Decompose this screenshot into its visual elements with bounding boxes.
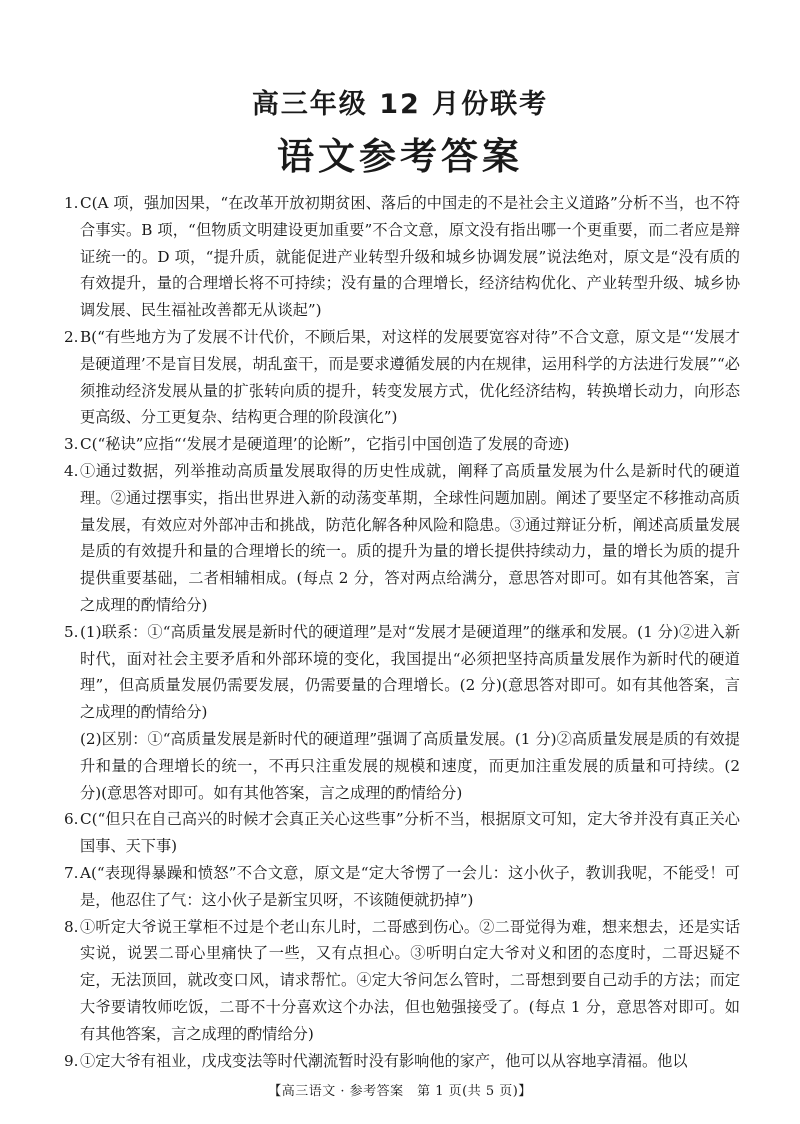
answer-item-4 (64, 458, 740, 619)
answer-number: 2. (64, 327, 79, 346)
answer-number: 5. (64, 622, 79, 641)
answer-text: B(“有些地方为了发展不计代价，不顾后果，对这样的发展要宽容对待”不合文意，原文是“‘发展才是硬道理’不是盲目发展，胡乱蛮干，而是要求遵循发展的内在规律，运用科学的方法进行发展”“必须推动经济发展从量的扩张转向质的提升，转变发展方式，优化经济结构，转换增长动力，向形态更高级、分工更复杂、结构更合理的阶段演化”) (80, 327, 740, 427)
answer-text: ①听定大爷说王掌柜不过是个老山东儿时，二哥感到伤心。②二哥觉得为难，想来想去，还是实话实说，说罢二哥心里痛快了一些，又有点担心。③听明白定大爷对义和团的态度时，二哥迟疑不定，无法顶回，就改变口风，请求帮忙。④定大爷问怎么管时，二哥想到要自己动手的方法；而定大爷要请牧师吃饭，二哥不十分喜欢这个办法，但也勉强接受了。(每点 1 分，意思答对即可。如有其他答案，言之成理的酌情给分) (80, 917, 740, 1043)
page-footer: 【高三语文 · 参考答案 第 1 页(共 5 页)】 (268, 1084, 532, 1099)
answer-text: ①定大爷有祖业，戊戌变法等时代潮流暂时没有影响他的家产，他可以从容地享清福。他以 (80, 1051, 688, 1070)
answer-number: 3. (64, 435, 79, 454)
answer-item-5 (64, 619, 740, 807)
answer-number: 8. (64, 917, 79, 936)
answer-number: 4. (64, 461, 79, 480)
answer-item-8 (64, 914, 740, 1048)
answer-text: A(“表现得暴躁和愤怒”不合文意，原文是“定大爷愣了一会儿：这小伙子，教训我呢，不能受！可是，他忍住了气：这小伙子是新宝贝呀，不该随便就扔掉”) (80, 863, 740, 909)
answer-item-1 (64, 190, 740, 324)
answer-text: C(“秘诀”应指“‘发展才是硬道理’的论断”，它指引中国创造了发展的奇迹) (80, 435, 570, 454)
answer-text: C(A 项，强加因果，“在改革开放初期贫困、落后的中国走的不是社会主义道路”分析不当，也不符合事实。B 项，“但物质文明建设更加重要”不合文意，原文没有指出哪一个更重要，而二者应是辩证统一的。D 项，“提升质，就能促进产业转型升级和城乡协调发展”说法绝对，原文是“没有质的有效提升，量的合理增长将不可持续；没有量的合理增长，经济结构优化、产业转型升级、城乡协调发展、民生福祉改善都无从谈起”) (80, 194, 740, 320)
answer-item-7 (64, 860, 740, 914)
answer-text: C(“但只在自己高兴的时候才会真正关心这些事”分析不当，根据原文可知，定大爷并没有真正关心国事、天下事) (80, 810, 740, 856)
answer-item-6 (64, 806, 740, 860)
answer-number: 7. (64, 863, 79, 882)
answers-body (64, 190, 740, 1074)
answer-number: 6. (64, 810, 79, 829)
answer-part-1: (1)联系：①“高质量发展是新时代的硬道理”是对“发展才是硬道理”的继承和发展。(1 分)②进入新时代，面对社会主要矛盾和外部环境的变化，我国提出“必须把坚持高质量发展作为新时代的硬道理”，但高质量发展仍需要发展，仍需要量的合理增长。(2 分)(意思答对即可。如有其他答案，言之成理的酌情给分) (80, 622, 740, 722)
answer-item-3 (64, 431, 740, 458)
answer-number: 1. (64, 194, 79, 212)
answer-part-2: (2)区别：①“高质量发展是新时代的硬道理”强调了高质量发展。(1 分)②高质量发展是质的有效提升和量的合理增长的统一，不再只注重发展的规模和速度，而更加注重发展的质量和可持续。(2 分)(意思答对即可。如有其他答案，言之成理的酌情给分) (80, 729, 740, 802)
answer-item-9 (64, 1048, 740, 1075)
answer-text: ①通过数据，列举推动高质量发展取得的历史性成就，阐释了高质量发展为什么是新时代的硬道理。②通过摆事实，指出世界进入新的动荡变革期，全球性问题加剧。阐述了要坚定不移推动高质量发展，有效应对外部冲击和挑战，防范化解各种风险和隐患。③通过辩证分析，阐述高质量发展是质的有效提升和量的合理增长的统一。质的提升为量的增长提供持续动力，量的增长为质的提升提供重要基础，二者相辅相成。(每点 2 分，答对两点给满分，意思答对即可。如有其他答案，言之成理的酌情给分) (80, 461, 740, 614)
answer-number: 9. (64, 1051, 79, 1070)
answer-text-group (80, 619, 740, 807)
document-subtitle: 语文参考答案 (277, 135, 523, 178)
exam-title: 高三年级 12 月份联考 (251, 89, 549, 120)
answer-item-2 (64, 324, 740, 431)
